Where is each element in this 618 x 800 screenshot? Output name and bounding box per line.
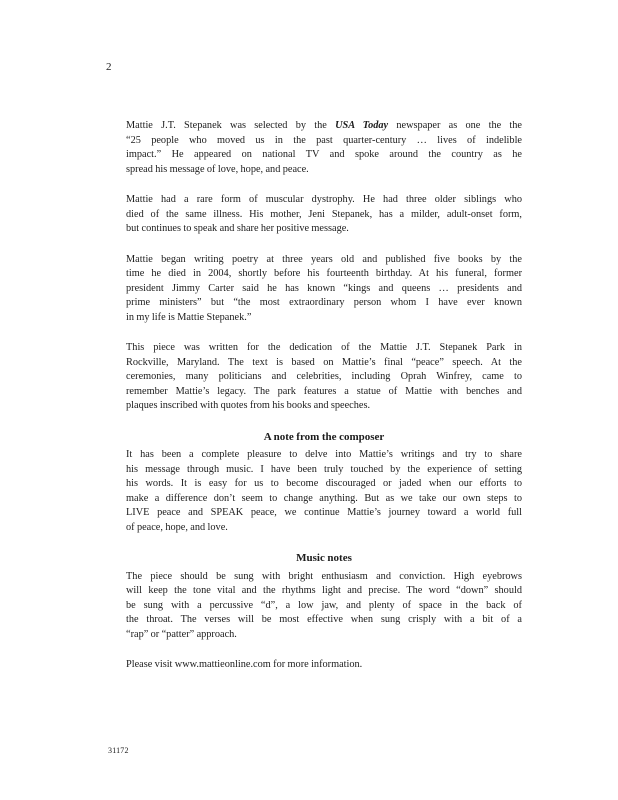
paragraph bbox=[126, 193, 522, 237]
text-line: Rockville, Maryland. The text is based on Mattie’s final “peace” speech. At the bbox=[126, 356, 522, 368]
text-line: ceremonies, many politicians and celebrities, including Oprah Winfrey, came to bbox=[126, 371, 522, 382]
paragraph bbox=[126, 658, 522, 673]
text-segment: Mattie J.T. Stepanek was selected by the bbox=[126, 120, 336, 131]
text-line: died of the same illness. His mother, Jeni Stepanek, has a milder, adult-onset form, bbox=[126, 208, 522, 220]
text-line: This piece was written for the dedication of the Mattie J.T. Stepanek Park in bbox=[126, 342, 522, 353]
text-line: Mattie had a rare form of muscular dystrophy. He had three older siblings who bbox=[126, 194, 522, 205]
text-line: remember Mattie’s legacy. The park features a statue of Mattie with benches and bbox=[126, 385, 522, 397]
text-line: Please visit www.mattieonline.com for more information. bbox=[126, 659, 363, 670]
text-line: spread his message of love, hope, and peace. bbox=[126, 163, 309, 175]
text-line: president Jimmy Carter said he has known “kings and queens … presidents and bbox=[126, 282, 522, 294]
text-line: LIVE peace and SPEAK peace, we continue Mattie’s journey toward a world full bbox=[126, 507, 522, 518]
document-body bbox=[126, 119, 522, 689]
paragraph bbox=[126, 448, 522, 535]
emphasized-text: USA Today bbox=[335, 120, 389, 131]
paragraph bbox=[126, 119, 522, 177]
section-heading: Music notes bbox=[296, 552, 352, 564]
text-line: The piece should be sung with bright enthusiasm and conviction. High eyebrows bbox=[126, 570, 522, 582]
text-line: make a difference don’t seem to change anything. But as we take our own steps to bbox=[126, 492, 522, 504]
text-line: but continues to speak and share her positive message. bbox=[126, 223, 349, 234]
text-line: the throat. The verses will be most effective when sung crisply with a bit of a bbox=[126, 614, 522, 625]
plate-number: 31172 bbox=[108, 746, 129, 755]
text-line: time he died in 2004, shortly before his fourteenth birthday. At his funeral, former bbox=[126, 268, 522, 279]
text-line: “25 people who moved us in the past quarter-century … lives of indelible bbox=[126, 134, 522, 146]
text-line: in my life is Mattie Stepanek.” bbox=[126, 311, 252, 323]
text-line: be sung with a percussive “d”, a low jaw, and plenty of space in the back of bbox=[126, 599, 522, 611]
paragraph bbox=[126, 570, 522, 643]
text-line: will keep the tone vital and the rhythms light and precise. The word “down” should bbox=[126, 585, 522, 596]
text-line: plaques inscribed with quotes from his books and speeches. bbox=[126, 400, 371, 411]
paragraph bbox=[126, 341, 522, 414]
section-heading: A note from the composer bbox=[263, 430, 385, 443]
text-line: “rap” or “patter” approach. bbox=[126, 628, 237, 640]
page-number: 2 bbox=[106, 61, 112, 73]
text-line: It has been a complete pleasure to delve into Mattie’s writings and try to share bbox=[126, 449, 522, 460]
text-segment: newspaper as one the the bbox=[388, 120, 522, 131]
text-line bbox=[126, 119, 522, 134]
text-line: of peace, hope, and love. bbox=[126, 521, 228, 533]
paragraph bbox=[126, 253, 522, 326]
text-line: Mattie began writing poetry at three years old and published five books by the bbox=[126, 253, 522, 265]
text-line: his words. It is easy for us to become discouraged or jaded when our efforts to bbox=[126, 478, 522, 489]
text-line: prime ministers” but “the most extraordinary person whom I have ever known bbox=[126, 297, 522, 308]
text-line: impact.” He appeared on national TV and spoke around the country as he bbox=[126, 149, 522, 160]
text-line: his message through music. I have been truly touched by the experience of setting bbox=[126, 463, 522, 475]
